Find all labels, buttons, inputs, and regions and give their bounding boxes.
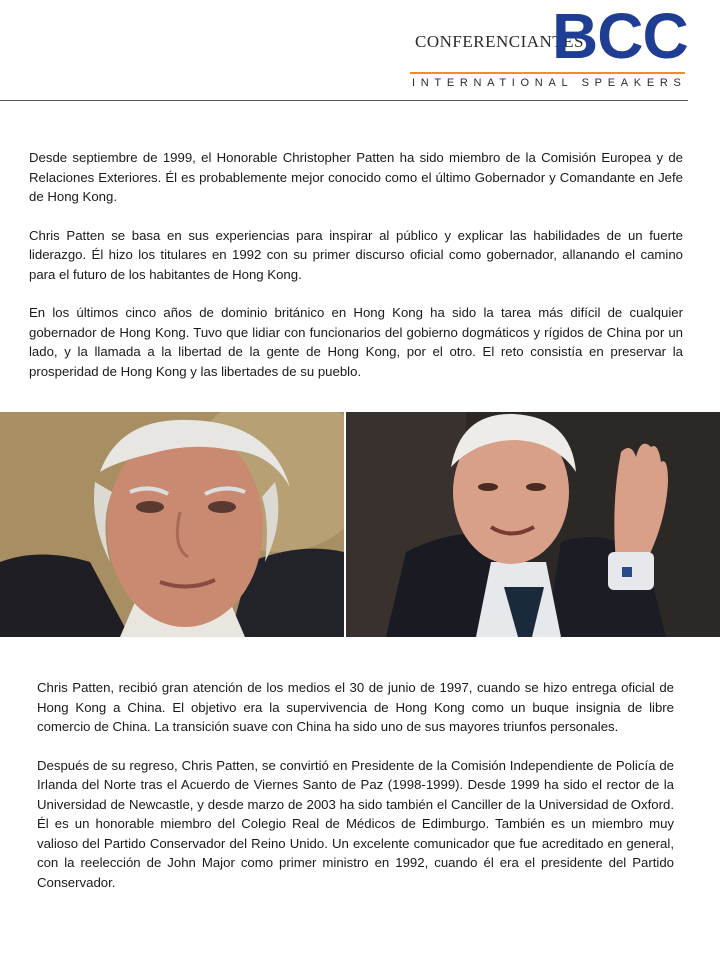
logo-accent-bar	[410, 72, 685, 74]
portrait-photo-left	[0, 412, 344, 637]
header-divider	[0, 100, 688, 101]
bio-paragraph-1: Chris Patten, recibió gran atención de los medios el 30 de junio de 1997, cuando se hizo entrega oficial de Hong Kong a China. El objetivo era la supervivencia de Hong Kong como un buque insignia de libre comercio de China. La transición suave con China ha sido uno de sus mayores triunfos personales.	[37, 680, 674, 734]
intro-paragraph-1: Desde septiembre de 1999, el Honorable Christopher Patten ha sido miembro de la Comisión Europea y de Relaciones Exteriores. Él es probablemente mejor conocido como el último Gobernador y Comandante en Jefe de Hong Kong.	[29, 150, 683, 204]
logo-bcc-text: BCC	[552, 0, 688, 72]
bio-text	[37, 678, 674, 911]
intro-text	[29, 148, 683, 400]
bio-paragraph-2: Después de su regreso, Chris Patten, se convirtió en Presidente de la Comisión Independiente de Policía de Irlanda del Norte tras el Acuerdo de Viernes Santo de Paz (1998-1999). Desde 1999 ha sido el rector de la Universidad de Newcastle, y desde marzo de 2003 ha sido también el Canciller de la Universidad de Oxford. Él es un honorable miembro del Colegio Real de Médicos de Edimburgo. También es un miembro muy valioso del Partido Conservador del Reino Unido. Un excelente comunicador que fue acreditado en general, con la reelección de John Major como primer ministro en 1992, cuando él era el presidente del Partido Conservador.	[37, 757, 674, 890]
bcc-logo	[410, 0, 690, 92]
intro-paragraph-3: En los últimos cinco años de dominio británico en Hong Kong ha sido la tarea más difícil de cualquier gobernador de Hong Kong. Tuvo que lidiar con funcionarios del gobierno dogmáticos y rígidos de China por un lado, y la llamada a la libertad de la gente de Hong Kong, por el otro. El reto consistía en preservar la prosperidad de Hong Kong y las libertades de su pueblo.	[29, 305, 683, 379]
logo-conferenciantes-text: CONFERENCIANTES	[415, 32, 585, 51]
intro-paragraph-2: Chris Patten se basa en sus experiencias para inspirar al público y explicar las habilidades de un fuerte liderazgo. Él hizo los titulares en 1992 con su primer discurso oficial como gobernador, allanando el camino para el futuro de los habitantes de Hong Kong.	[29, 227, 683, 282]
portrait-photo-right	[346, 412, 720, 637]
logo-tagline: INTERNATIONAL SPEAKERS	[412, 77, 687, 89]
